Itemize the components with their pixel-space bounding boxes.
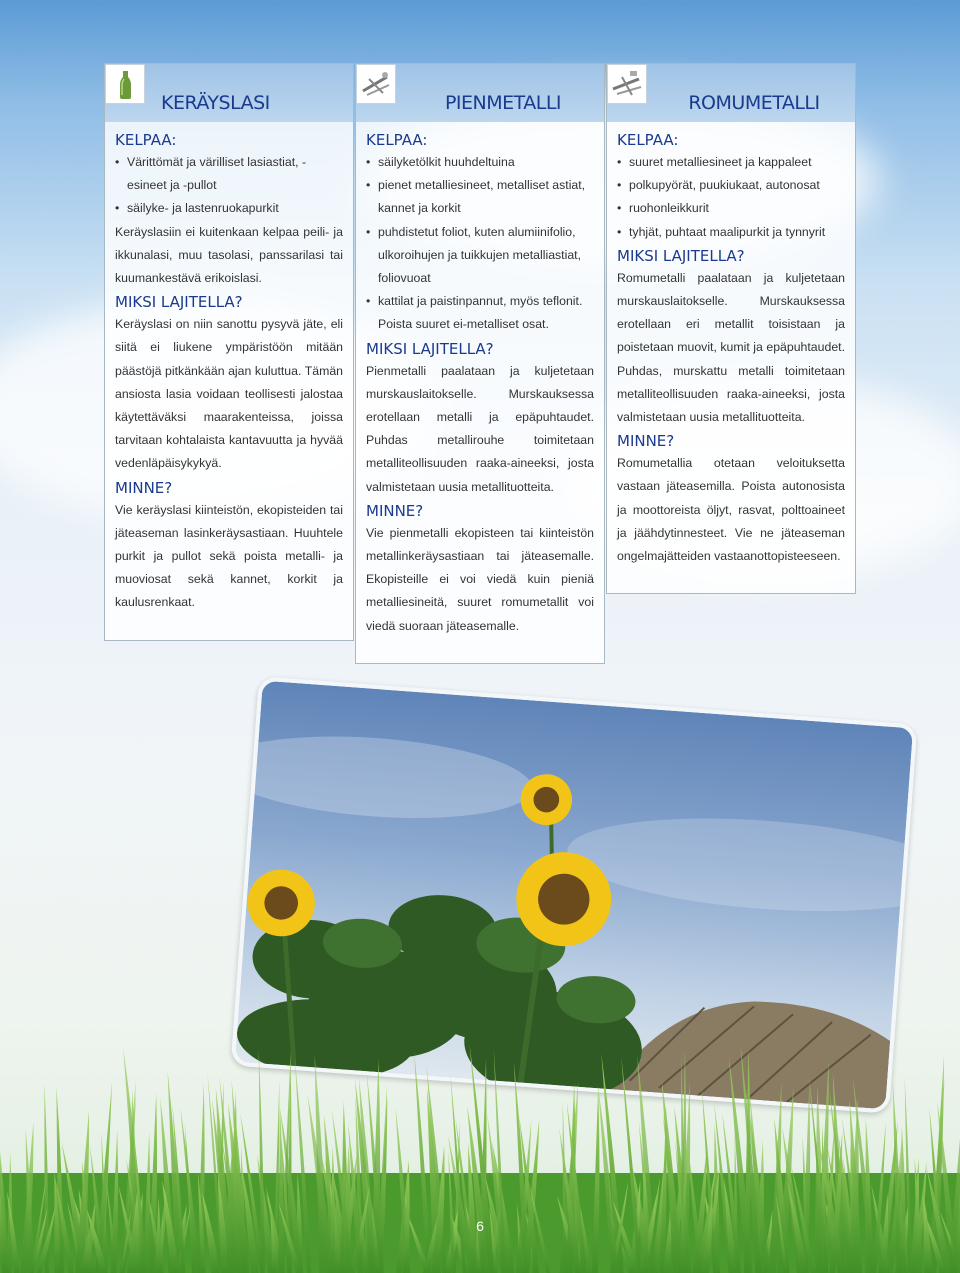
panel-title: PIENMETALLI: [444, 92, 562, 114]
kelpaa-list: [617, 151, 845, 244]
kelpaa-heading: KELPAA:: [617, 131, 679, 149]
list-item: • säilyketölkit huuhdeltuina: [366, 151, 594, 174]
kelpaa-list: [366, 151, 594, 337]
list-item: • pienet metalliesineet, metalliset astiat, kannet ja korkit: [366, 174, 594, 220]
panel-romumetalli: [606, 63, 856, 594]
panel-header: [607, 64, 855, 122]
miksi-text: Romumetalli paalataan ja kuljetetaan murskauslaitokselle. Murskauksessa erotellaan eri metallit toisistaan ja poistetaan muovit, kumit ja epäpuhtaudet. Puhdas, murskattu metalli toimitetaan metalliteollisuuden raaka-aineeksi, josta valmistetaan uusia metallituotteita.: [617, 270, 845, 425]
list-item: • polkupyörät, puukiukaat, autonosat: [617, 174, 845, 197]
miksi-heading: MIKSI LAJITELLA?: [366, 339, 494, 358]
list-item: • ruohonleikkurit: [617, 197, 845, 220]
list-item: • säilyke- ja lastenruokapurkit: [115, 197, 343, 220]
panel-pienmetalli: [355, 63, 605, 664]
panel-kerayslasi: [104, 63, 354, 641]
panel-title: ROMUMETALLI: [688, 92, 820, 114]
grass-foreground: [0, 1023, 960, 1273]
panel-body: [607, 122, 855, 580]
miksi-heading: MIKSI LAJITELLA?: [115, 293, 243, 312]
panel-title: KERÄYSLASI: [161, 92, 270, 114]
miksi-text: Pienmetalli paalataan ja kuljetetaan murskauslaitokselle. Murskauksessa erotellaan metalli ja epäpuhtaudet. Puhdas metallirouhe toimitetaan metalliteollisuuden raaka-aineeksi, josta valmistetaan uusia metallituotteita.: [366, 363, 594, 494]
page-number: 6: [476, 1218, 484, 1234]
metal-pieces-icon: [356, 64, 396, 104]
list-item: • kattilat ja paistinpannut, myös teflonit. Poista suuret ei-metalliset osat.: [366, 290, 594, 336]
miksi-heading: MIKSI LAJITELLA?: [617, 246, 745, 265]
list-item: • tyhjät, puhtaat maalipurkit ja tynnyrit: [617, 221, 845, 244]
minne-heading: MINNE?: [617, 432, 675, 451]
miksi-text: Keräyslasi on niin sanottu pysyvä jäte, eli siitä ei liukene ympäristöön mitään päästöjä pitkänkään ajan kuluttua. Tämän ansiosta lasia voidaan teollisesti jalostaa käytettäväksi maarakenteissa, joissa tarvitaan kohtalaista kantavuutta ja hyvää vedenläpäisykykyä.: [115, 317, 343, 471]
panel-header: [105, 64, 353, 122]
minne-heading: MINNE?: [115, 478, 173, 497]
panel-header: [356, 64, 604, 122]
kelpaa-list: [115, 151, 343, 221]
glass-bottle-icon: [105, 64, 145, 104]
minne-text: Vie pienmetalli ekopisteen tai kiinteistön metallinkeräysastiaan tai jäteasemalle. Ekopisteille ei voi viedä kuin pieniä metalliesineitä, suuret romumetallit voi viedä suoraan jäteasemalle.: [366, 525, 594, 633]
kelpaa-heading: KELPAA:: [115, 131, 177, 149]
panel-body: [105, 122, 353, 627]
minne-text: Romumetallia otetaan veloituksetta vastaan jäteasemilla. Poista autonosista ja moottoreista öljyt, rasvat, polttoaineet ja jäähdytinnesteet. Vie ne jäteaseman ongelmajätteiden vastaanottopisteeseen.: [617, 456, 845, 564]
list-item: • suuret metalliesineet ja kappaleet: [617, 151, 845, 174]
minne-heading: MINNE?: [366, 501, 424, 520]
scrap-metal-icon: [607, 64, 647, 104]
minne-text: Vie keräyslasi kiinteistön, ekopisteiden tai jäteaseman lasinkeräysastiaan. Huuhtele purkit ja pullot sekä poista metalli- ja muoviosat sekä kannet, korkit ja kaulusrenkaat.: [115, 502, 343, 610]
kelpaa-note: Keräyslasiin ei kuitenkaan kelpaa peili- ja ikkunalasi, muu tasolasi, panssarilasi tai kuumankestävä erikoislasi.: [115, 224, 343, 286]
list-item: • puhdistetut foliot, kuten alumiinifolio, ulkoroihujen ja tuikkujen metalliastiat, foliovuoat: [366, 221, 594, 291]
panel-body: [356, 122, 604, 650]
list-item: • Värittömät ja värilliset lasiastiat, -esineet ja -pullot: [115, 151, 343, 197]
kelpaa-heading: KELPAA:: [366, 131, 428, 149]
